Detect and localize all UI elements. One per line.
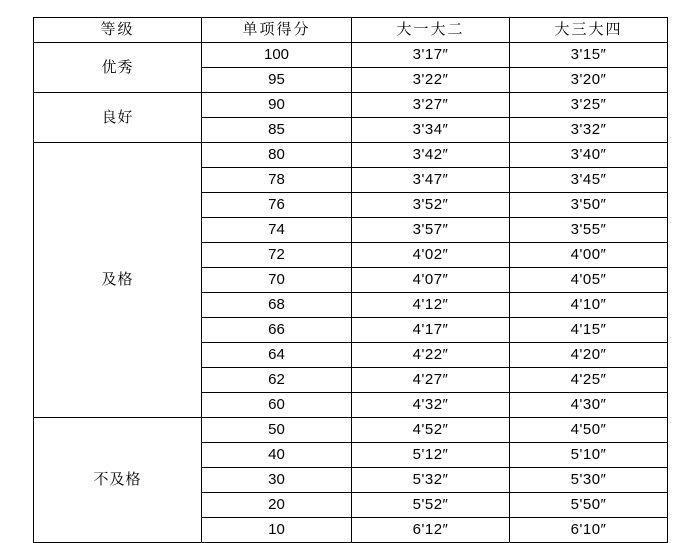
time-year34: 3'25″ xyxy=(510,93,668,118)
score-value: 90 xyxy=(202,93,352,118)
column-header-year12: 大一大二 xyxy=(352,18,510,43)
time-year12: 5'52″ xyxy=(352,493,510,518)
table-body xyxy=(34,18,668,543)
score-value: 85 xyxy=(202,118,352,143)
score-value: 80 xyxy=(202,143,352,168)
score-value: 95 xyxy=(202,68,352,93)
time-year12: 3'22″ xyxy=(352,68,510,93)
score-value: 10 xyxy=(202,518,352,543)
score-value: 66 xyxy=(202,318,352,343)
table-row xyxy=(34,43,668,68)
time-year12: 3'47″ xyxy=(352,168,510,193)
time-year12: 4'22″ xyxy=(352,343,510,368)
score-value: 20 xyxy=(202,493,352,518)
time-year12: 4'52″ xyxy=(352,418,510,443)
time-year34: 4'30″ xyxy=(510,393,668,418)
score-value: 64 xyxy=(202,343,352,368)
time-year34: 4'25″ xyxy=(510,368,668,393)
time-year12: 5'32″ xyxy=(352,468,510,493)
score-value: 68 xyxy=(202,293,352,318)
time-year34: 4'00″ xyxy=(510,243,668,268)
score-value: 72 xyxy=(202,243,352,268)
table-row xyxy=(34,93,668,118)
time-year34: 3'55″ xyxy=(510,218,668,243)
score-value: 76 xyxy=(202,193,352,218)
time-year12: 4'02″ xyxy=(352,243,510,268)
score-value: 78 xyxy=(202,168,352,193)
time-year12: 3'34″ xyxy=(352,118,510,143)
score-value: 74 xyxy=(202,218,352,243)
grade-standard-table xyxy=(33,17,668,543)
time-year34: 5'50″ xyxy=(510,493,668,518)
time-year34: 3'40″ xyxy=(510,143,668,168)
time-year34: 3'15″ xyxy=(510,43,668,68)
time-year12: 4'32″ xyxy=(352,393,510,418)
time-year34: 4'05″ xyxy=(510,268,668,293)
table-row xyxy=(34,143,668,168)
score-value: 40 xyxy=(202,443,352,468)
time-year12: 4'17″ xyxy=(352,318,510,343)
table-row xyxy=(34,418,668,443)
time-year34: 3'20″ xyxy=(510,68,668,93)
time-year34: 3'50″ xyxy=(510,193,668,218)
time-year34: 6'10″ xyxy=(510,518,668,543)
time-year34: 4'15″ xyxy=(510,318,668,343)
time-year12: 3'57″ xyxy=(352,218,510,243)
grade-label-fail: 不及格 xyxy=(34,418,202,543)
score-value: 70 xyxy=(202,268,352,293)
time-year34: 5'30″ xyxy=(510,468,668,493)
score-value: 100 xyxy=(202,43,352,68)
column-header-year34: 大三大四 xyxy=(510,18,668,43)
time-year34: 3'32″ xyxy=(510,118,668,143)
grade-label-pass: 及格 xyxy=(34,143,202,418)
score-value: 62 xyxy=(202,368,352,393)
time-year12: 3'42″ xyxy=(352,143,510,168)
time-year12: 3'52″ xyxy=(352,193,510,218)
score-value: 30 xyxy=(202,468,352,493)
time-year34: 5'10″ xyxy=(510,443,668,468)
time-year34: 4'10″ xyxy=(510,293,668,318)
time-year34: 3'45″ xyxy=(510,168,668,193)
grade-label-good: 良好 xyxy=(34,93,202,143)
time-year12: 5'12″ xyxy=(352,443,510,468)
column-header-grade: 等级 xyxy=(34,18,202,43)
table-header-row xyxy=(34,18,668,43)
time-year12: 4'27″ xyxy=(352,368,510,393)
time-year12: 3'17″ xyxy=(352,43,510,68)
time-year34: 4'20″ xyxy=(510,343,668,368)
time-year12: 6'12″ xyxy=(352,518,510,543)
time-year12: 4'07″ xyxy=(352,268,510,293)
time-year12: 3'27″ xyxy=(352,93,510,118)
score-value: 60 xyxy=(202,393,352,418)
grade-label-excellent: 优秀 xyxy=(34,43,202,93)
score-value: 50 xyxy=(202,418,352,443)
time-year12: 4'12″ xyxy=(352,293,510,318)
column-header-score: 单项得分 xyxy=(202,18,352,43)
time-year34: 4'50″ xyxy=(510,418,668,443)
